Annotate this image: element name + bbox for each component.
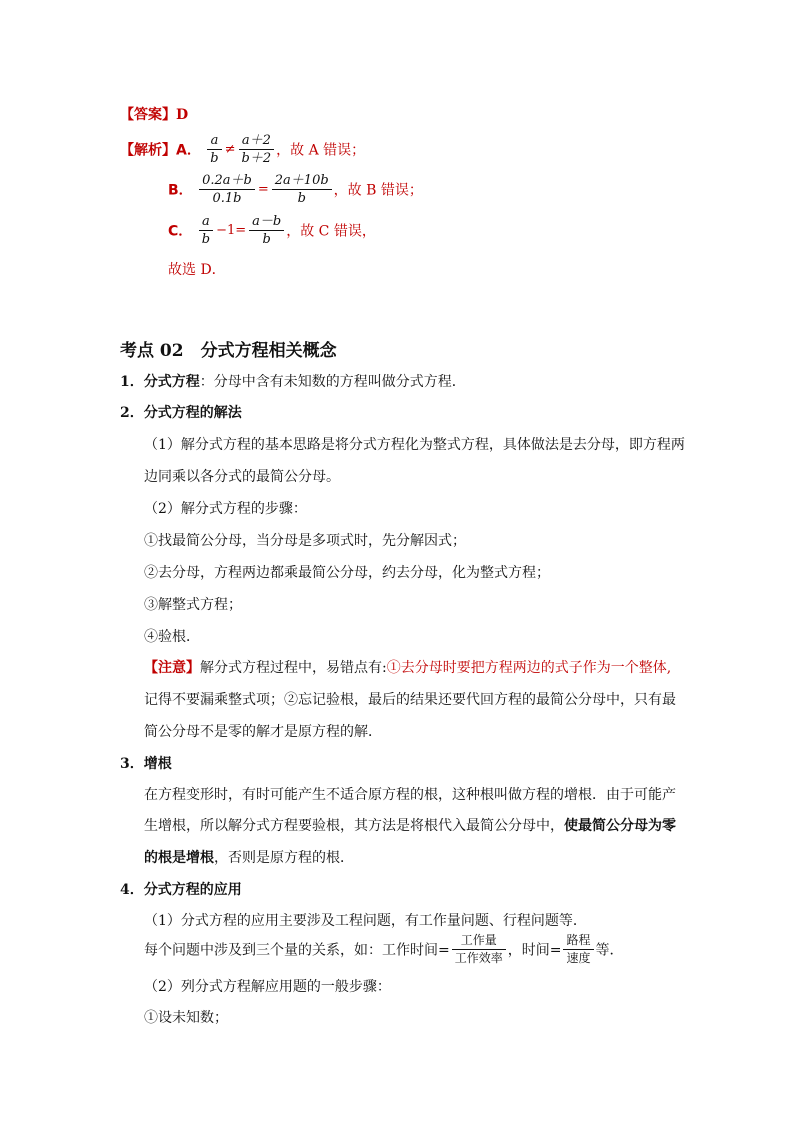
note-intro: 解分式方程过程中，易错点有:	[200, 660, 387, 676]
item-4-step-1: ①设未知数；	[144, 1010, 228, 1026]
work-time-fraction: $\frac{\text{工作量}}{\text{工作效率}}$	[452, 933, 506, 966]
item-2-paragraph-1-line-1: （1）解分式方程的基本思路是将分式方程化为整式方程，具体做法是去分母，即方程两	[144, 437, 685, 453]
item-3-line-3-emphasis: 的根是增根	[144, 850, 214, 866]
option-b-prefix: B．	[168, 182, 193, 199]
item-2-title: 分式方程的解法	[143, 405, 242, 421]
not-equal-sign: ≠	[224, 142, 236, 157]
fraction-b-right: $\frac{2a+10b}{b}$	[272, 173, 332, 206]
answer-line	[120, 104, 188, 124]
option-c-suffix: ，故 C 错误，	[286, 223, 376, 240]
item-2-paragraph-1-line-2: 边同乘以各分式的最简公分母。	[144, 469, 340, 485]
option-a-suffix: ，故 A 错误；	[276, 142, 366, 159]
section-title: 考点 02 分式方程相关概念	[120, 341, 337, 361]
fraction-a-left: $\frac{a}{b}$	[207, 133, 221, 166]
item-4-line-2-c: 等．	[595, 942, 624, 959]
item-2-step-2: ②去分母，方程两边都乘最简公分母，约去分母，化为整式方程；	[144, 565, 550, 581]
fraction-c-right: $\frac{a-b}{b}$	[249, 214, 284, 247]
item-3-line-2-emphasis: 使最简公分母为零	[564, 818, 676, 834]
note-line-1	[144, 658, 671, 678]
option-c-prefix: C．	[168, 223, 193, 240]
item-2-step-4: ④验根．	[144, 629, 200, 645]
item-3-number: 3．	[120, 756, 144, 772]
note-line-2: 记得不要漏乘整式项；②忘记验根，最后的结果还要代回方程的最简公分母中，只有最	[144, 692, 676, 708]
item-2-number: 2．	[120, 405, 144, 421]
item-3-heading	[120, 754, 172, 774]
fraction-b-left: $\frac{0.2a+b}{0.1b}$	[199, 173, 255, 206]
fraction-c-left: $\frac{a}{b}$	[199, 214, 213, 247]
item-2-heading	[120, 403, 242, 423]
item-1-title: 分式方程	[143, 374, 200, 390]
minus-one-equals: −1=	[216, 223, 247, 238]
item-3-line-3	[144, 848, 354, 868]
item-1-text: ：分母中含有未知数的方程叫做分式方程．	[199, 374, 466, 390]
option-b-suffix: ，故 B 错误；	[333, 182, 423, 199]
note-label: 【注意】	[144, 660, 200, 676]
item-4-paragraph-2: （2）列分式方程解应用题的一般步骤：	[144, 979, 391, 995]
item-4-line-2-b: ，时间=	[507, 942, 562, 959]
analysis-line-a	[120, 133, 365, 166]
item-4-paragraph-1: （1）分式方程的应用主要涉及工程问题，有工作量问题、行程问题等．	[144, 913, 587, 929]
analysis-conclusion: 故选 D．	[168, 262, 226, 278]
analysis-line-b	[168, 173, 423, 206]
item-4-heading	[120, 880, 242, 900]
item-2-step-3: ③解整式方程；	[144, 597, 242, 613]
item-3-line-1: 在方程变形时，有时可能产生不适合原方程的根，这种根叫做方程的增根．由于可能产	[144, 787, 676, 803]
item-2-paragraph-2: （2）解分式方程的步骤：	[144, 501, 307, 517]
item-2-step-1: ①找最简公分母，当分母是多项式时，先分解因式；	[144, 533, 466, 549]
note-line-3: 简公分母不是零的解才是原方程的解．	[144, 724, 382, 740]
equal-sign: =	[257, 182, 269, 197]
note-highlight: ①去分母时要把方程两边的式子作为一个整体,	[386, 660, 672, 676]
answer-label: 【答案】	[120, 107, 176, 123]
answer-value: D	[176, 107, 189, 123]
item-1	[120, 372, 466, 392]
item-3-line-2-text: 生增根，所以解分式方程要验根，其方法是将根代入最简公分母中，	[144, 818, 564, 834]
item-4-formula-line	[144, 933, 624, 966]
item-4-line-2-a: 每个问题中涉及到三个量的关系，如：工作时间=	[144, 942, 450, 959]
item-3-title: 增根	[143, 756, 172, 772]
item-3-line-3-text: ，否则是原方程的根．	[214, 850, 354, 866]
item-4-title: 分式方程的应用	[143, 882, 242, 898]
item-4-number: 4．	[120, 882, 144, 898]
analysis-line-c	[168, 214, 376, 247]
option-a-prefix: A．	[176, 142, 201, 159]
analysis-label: 【解析】	[120, 142, 176, 159]
time-fraction: $\frac{\text{路程}}{\text{速度}}$	[563, 933, 593, 966]
item-1-number: 1．	[120, 374, 144, 390]
fraction-a-right: $\frac{a+2}{b+2}$	[239, 133, 275, 166]
item-3-line-2	[144, 816, 676, 836]
